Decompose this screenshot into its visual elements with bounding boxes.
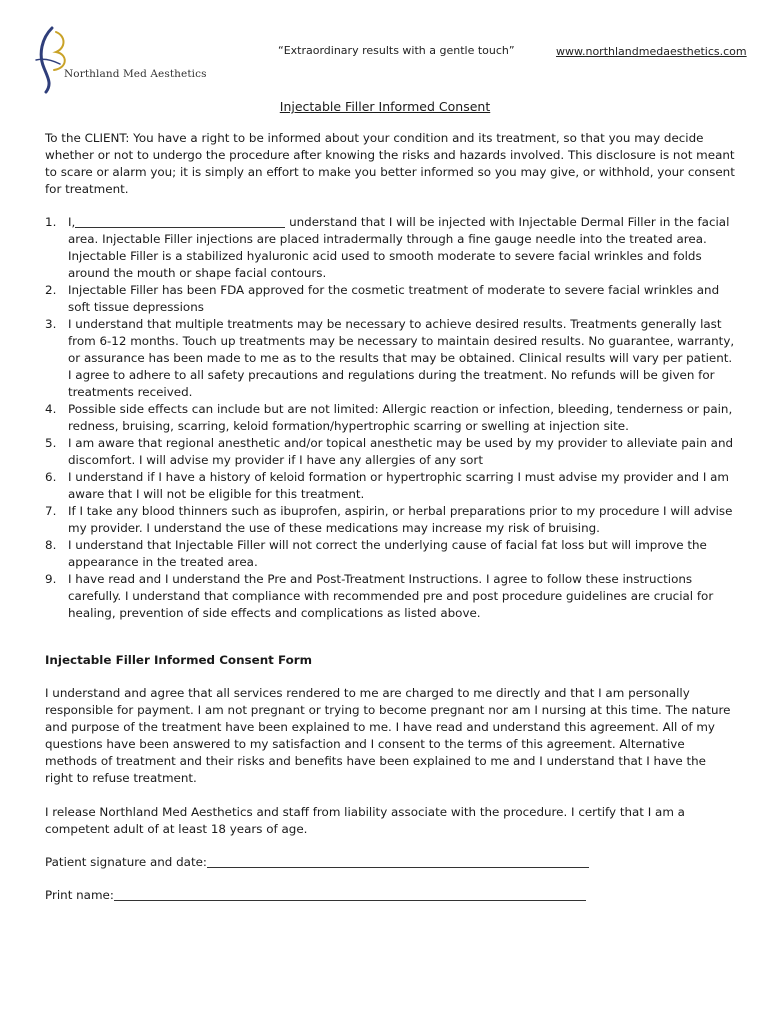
item-text: Injectable Filler has been FDA approved for the cosmetic treatment of moderate to severe facial wrinkles and soft tissue depressions — [68, 283, 720, 314]
item-number: 2. — [45, 283, 57, 297]
item-number: 5. — [45, 436, 57, 450]
item-text: understand that I will be injected with Injectable Dermal Filler in the facial area. Injectable Filler injections are placed intradermally through a fine gauge needle into the treated area. Injectable Filler is a stabilized hyaluronic acid used to smooth moderate to severe facial wrinkles and folds around the mouth or shape facial contours. — [68, 215, 730, 280]
item-text: If I take any blood thinners such as ibuprofen, aspirin, or herbal preparations prior to my procedure I will advise my provider. I understand the use of these medications may increase my risk of bruising. — [68, 504, 733, 535]
list-item — [45, 469, 735, 503]
agreement-paragraph: I understand and agree that all services rendered to me are charged to me directly and that I am personally responsible for payment. I am not pregnant or trying to become pregnant nor am I nursing at this time. The nature and purpose of the treatment have been explained to me. I have read and understand this agreement. All of my questions have been answered to my satisfaction and I consent to the terms of this agreement. Alternative methods of treatment and their risks and benefits have been explained to me and I understand that I have the right to refuse treatment. — [45, 686, 731, 785]
list-item — [45, 401, 735, 435]
list-item — [45, 503, 735, 537]
list-item — [45, 316, 735, 401]
signature-label: Patient signature and date: — [45, 855, 207, 869]
tagline: “Extraordinary results with a gentle touch” — [278, 44, 515, 57]
list-item — [45, 571, 735, 622]
list-item — [45, 537, 735, 571]
logo-text: Northland Med Aesthetics — [64, 68, 207, 80]
print-name-field[interactable] — [114, 888, 586, 901]
release-paragraph: I release Northland Med Aesthetics and staff from liability associate with the procedure. I certify that I am a competent adult of at least 18 years of age. — [45, 805, 685, 836]
client-name-blank[interactable] — [75, 215, 285, 228]
item-number: 4. — [45, 402, 57, 416]
item-text: I understand if I have a history of keloid formation or hypertrophic scarring I must advise my provider and I am aware that I will not be eligible for this treatment. — [68, 470, 729, 501]
logo — [30, 24, 207, 94]
item-text: I have read and I understand the Pre and Post-Treatment Instructions. I agree to follow these instructions carefully. I understand that compliance with recommended pre and post procedure guidelines are crucial for healing, prevention of side effects and complications as listed above. — [68, 572, 714, 620]
item-text: Possible side effects can include but are not limited: Allergic reaction or infection, bleeding, tenderness or pain, redness, bruising, scarring, keloid formation/hypertrophic scarring or swelling at injection site. — [68, 402, 733, 433]
item-number: 7. — [45, 504, 57, 518]
list-item — [45, 435, 735, 469]
page-title: Injectable Filler Informed Consent — [279, 99, 491, 114]
item-number: 1. — [45, 215, 57, 229]
signature-row — [45, 855, 589, 869]
signature-field[interactable] — [207, 855, 589, 868]
item-text: I understand that Injectable Filler will not correct the underlying cause of facial fat loss but will improve the appearance in the treated area. — [68, 538, 707, 569]
print-name-row — [45, 888, 586, 902]
item-text: I am aware that regional anesthetic and/or topical anesthetic may be used by my provider to alleviate pain and discomfort. I will advise my provider if I have any allergies of any sort — [68, 436, 734, 467]
intro-paragraph: To the CLIENT: You have a right to be informed about your condition and its treatment, so that you may decide whether or not to undergo the procedure after knowing the risks and hazards involved. This disclosure is not meant to scare or alarm you; it is simply an effort to make you better informed so you may give, or withhold, your consent for treatment. — [45, 131, 735, 196]
website-link[interactable]: www.northlandmedaesthetics.com — [556, 45, 747, 58]
item-number: 6. — [45, 470, 57, 484]
item-number: 3. — [45, 317, 57, 331]
print-name-label: Print name: — [45, 888, 114, 902]
item-number: 8. — [45, 538, 57, 552]
list-item — [45, 214, 735, 282]
list-item — [45, 282, 735, 316]
form-heading: Injectable Filler Informed Consent Form — [45, 653, 313, 667]
item-number: 9. — [45, 572, 57, 586]
logo-mark-icon — [30, 24, 90, 94]
item-text: I understand that multiple treatments may be necessary to achieve desired results. Treatments generally last from 6-12 months. Touch up treatments may be necessary to maintain desired results. No guarantee, warranty, or assurance has been made to me as to the results that may be obtained. Clinical results will vary per patient. I agree to adhere to all safety precautions and regulations during the treatment. No refunds will be given for treatments received. — [68, 317, 735, 399]
item-prefix: I, — [68, 215, 76, 229]
consent-items-list — [45, 214, 735, 622]
